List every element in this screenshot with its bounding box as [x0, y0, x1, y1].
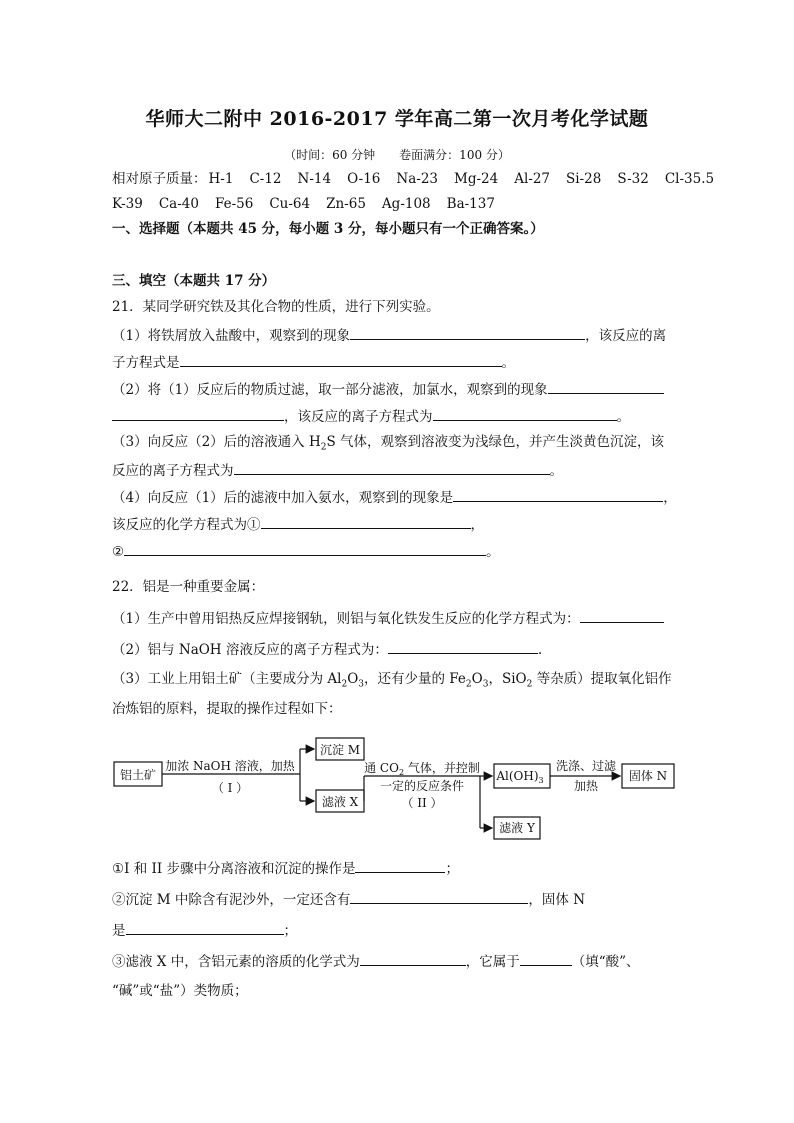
q22-part3-line2: 冶炼铝的原料，提取的操作过程如下：: [112, 701, 342, 717]
atomic-masses-row-1: 相对原子质量： H-1 C-12 N-14 O-16 Na-23 Mg-24 Al-27 Si-28 S-32 Cl-35.5: [112, 171, 715, 187]
step1-label: （ I ）: [211, 781, 249, 795]
q22-part1: （1）生产中曾用铝热反应焊接钢轨，则铝与氧化铁发生反应的化学方程式为：: [112, 608, 664, 628]
q21-part1-line1: （1）将铁屑放入盐酸中，观察到的现象 ，该反应的离: [112, 325, 666, 345]
q22-part2: （2）铝与 NaOH 溶液反应的离子方程式为： .: [112, 639, 542, 659]
answer-blank[interactable]: [126, 920, 284, 935]
aloh3-label: $Al(OH)_3$: [496, 769, 544, 785]
q22-sub1: ①I 和 II 步骤中分离溶液和沉淀的操作是 ；: [112, 858, 459, 878]
answer-blank[interactable]: [355, 858, 445, 873]
q22-intro: 22．铝是一种重要金属：: [112, 579, 265, 595]
q21-part4-line3: ② 。: [112, 541, 500, 561]
answer-blank[interactable]: [520, 951, 572, 966]
q21-part2-line2: ，该反应的离子方程式为 。: [112, 406, 630, 426]
answer-blank[interactable]: [112, 406, 284, 421]
answer-blank[interactable]: [350, 325, 585, 340]
step2-label: （ II ）: [401, 796, 443, 810]
box-bauxite-label: 铝土矿: [119, 768, 157, 782]
answer-blank[interactable]: [180, 352, 502, 367]
filtrate-y-label: 滤液 Y: [499, 821, 535, 835]
q22-part3-line1: （3）工业上用铝土矿（主要成分为 $Al_2O_3$，还有少量的 $Fe_2O_3$，SiO$_2$ 等杂质）提取氧化铝作: [112, 671, 672, 690]
answer-blank[interactable]: [124, 541, 486, 556]
answer-blank[interactable]: [580, 608, 664, 623]
answer-blank[interactable]: [261, 514, 471, 529]
q22-sub2-line1: ②沉淀 M 中除含有泥沙外，一定还含有 ，固体 N: [112, 889, 585, 909]
q21-part3-line2: 反应的离子方程式为 。: [112, 460, 563, 480]
answer-blank[interactable]: [453, 487, 663, 502]
section-3-heading: 三、填空（本题共 17 分）: [112, 273, 276, 289]
filtrate-x-label: 滤液 X: [321, 795, 359, 809]
step2-condition: 一定的反应条件: [379, 779, 465, 793]
step1-reagent: 加浓 NaOH 溶液，加热: [165, 759, 295, 773]
answer-blank[interactable]: [548, 379, 664, 394]
q21-part1-line2: 子方程式是 。: [112, 352, 515, 372]
answer-blank[interactable]: [388, 639, 538, 654]
step3-operation: 洗涤、过滤: [555, 759, 617, 773]
q21-part4-line1: （4）向反应（1）后的滤液中加入氨水，观察到的现象是 ，: [112, 487, 677, 507]
answer-blank[interactable]: [234, 460, 550, 475]
solid-n-label: 固体 N: [628, 769, 668, 783]
q22-sub2-line2: 是 ；: [112, 920, 297, 940]
precipitate-m-label: 沉淀 M: [319, 743, 361, 757]
step2-reagent: 通 $CO_2$ 气体，并控制: [364, 761, 480, 777]
atomic-masses-row-2: K-39 Ca-40 Fe-56 Cu-64 Zn-65 Ag-108 Ba-137: [112, 196, 495, 212]
q21-part3-line1: （3）向反应（2）后的溶液通入 $H_2S$ 气体，观察到溶液变为浅绿色，并产生淡黄色沉淀，该: [112, 434, 665, 453]
alumina-extraction-flowchart: [110, 732, 680, 852]
step3-heating: 加热: [573, 779, 599, 793]
q21-intro: 21．某同学研究铁及其化合物的性质，进行下列实验。: [112, 299, 440, 315]
page-title: 华师大二附中 2016-2017 学年高二第一次月考化学试题: [145, 108, 649, 130]
answer-blank[interactable]: [433, 406, 617, 421]
q22-sub3-line2: “碱”或“盐”）类物质；: [112, 983, 248, 999]
q21-part2-line1: （2）将（1）反应后的物质过滤，取一部分滤液，加氯水，观察到的现象: [112, 379, 664, 399]
q21-part4-line2: 该反应的化学方程式为① ，: [112, 514, 484, 534]
q22-sub3-line1: ③滤液 X 中，含铝元素的溶质的化学式为 ，它属于 （填“酸”、: [112, 951, 640, 971]
exam-time-info: （时间：60 分钟 卷面满分：100 分）: [284, 148, 510, 162]
answer-blank[interactable]: [350, 889, 528, 904]
section-1-heading: 一、选择题（本题共 45 分，每小题 3 分，每小题只有一个正确答案。）: [112, 221, 544, 237]
answer-blank[interactable]: [360, 951, 466, 966]
